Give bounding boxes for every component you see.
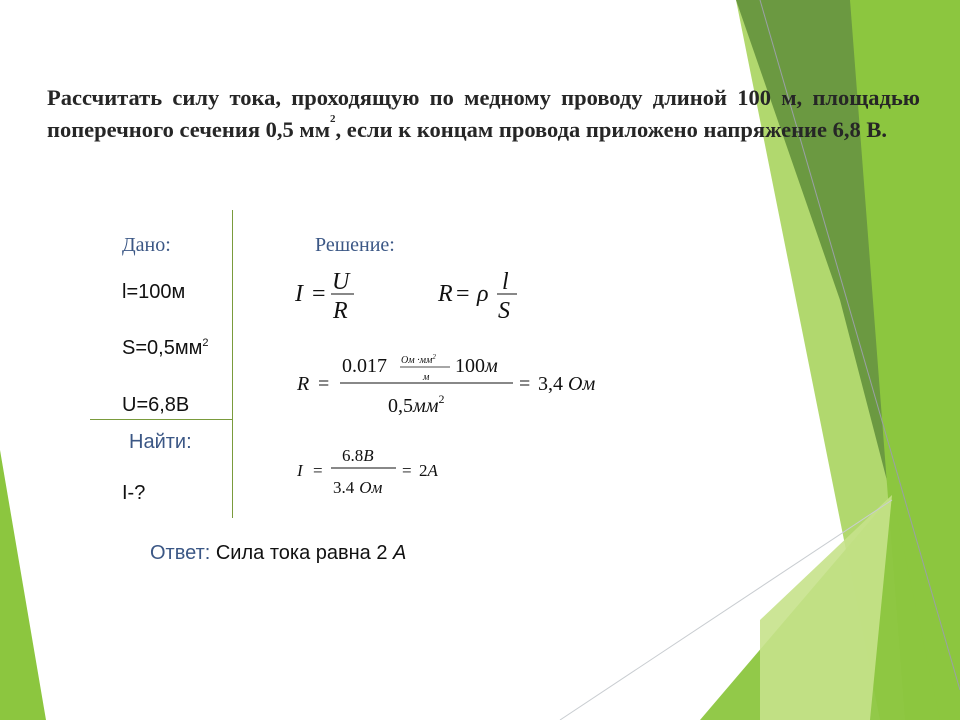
resistance-result: 3,4 Ом (538, 373, 596, 395)
answer-text: Сила тока равна 2 (215, 542, 388, 564)
given-heading: Дано: (122, 234, 171, 256)
length-value: 100м (455, 355, 498, 377)
solution-heading: Решение: (315, 234, 395, 256)
voltage-value: 6.8В (342, 446, 374, 465)
formula-denominator: S (498, 298, 510, 324)
find-item: I-? (122, 482, 146, 504)
resistance-formula (437, 269, 517, 324)
area-value: $0,5мм^2$ (388, 392, 445, 417)
current-calculation (296, 446, 439, 497)
formula-lhs: R (297, 373, 310, 395)
formula-rho: ρ (477, 281, 489, 307)
formula-equals: = (402, 461, 412, 480)
unit-denominator: м (423, 372, 430, 383)
formula-denominator: R (333, 298, 348, 324)
find-heading: Найти: (129, 431, 192, 453)
answer-label: Ответ: (150, 542, 211, 564)
problem-statement: Рассчитать силу тока, проходящую по медному проводу длиной 100 м, площадью поперечного сечения 0,5 $мм^2$, если к концам провода приложено напряжение 6,8 В. (47, 85, 920, 142)
resistance-value: 3.4 Ом (333, 478, 383, 497)
formula-lhs: R (438, 281, 453, 307)
coefficient: 0.017 (342, 355, 387, 377)
given-area: $S=0,5мм^2$ (122, 337, 209, 359)
formula-equals: = (312, 281, 326, 307)
formula-equals: = (456, 281, 470, 307)
resistance-calculation (296, 353, 595, 417)
formula-lhs: I (295, 281, 303, 307)
formula-numerator: l (502, 269, 509, 295)
formula-numerator: U (332, 269, 350, 295)
ohm-law-formula (294, 269, 354, 324)
formula-equals: = (519, 373, 531, 395)
given-voltage: U=6,8В (122, 394, 190, 416)
given-length: l=100м (122, 281, 186, 303)
answer-line (150, 542, 406, 565)
current-result: 2А (419, 461, 438, 480)
unit-numerator: Ом $\cdot мм^2$ (401, 353, 436, 366)
formula-equals: = (313, 461, 323, 480)
answer-unit: А (393, 542, 407, 564)
formula-equals: = (318, 373, 330, 395)
formula-lhs: I (297, 461, 303, 480)
